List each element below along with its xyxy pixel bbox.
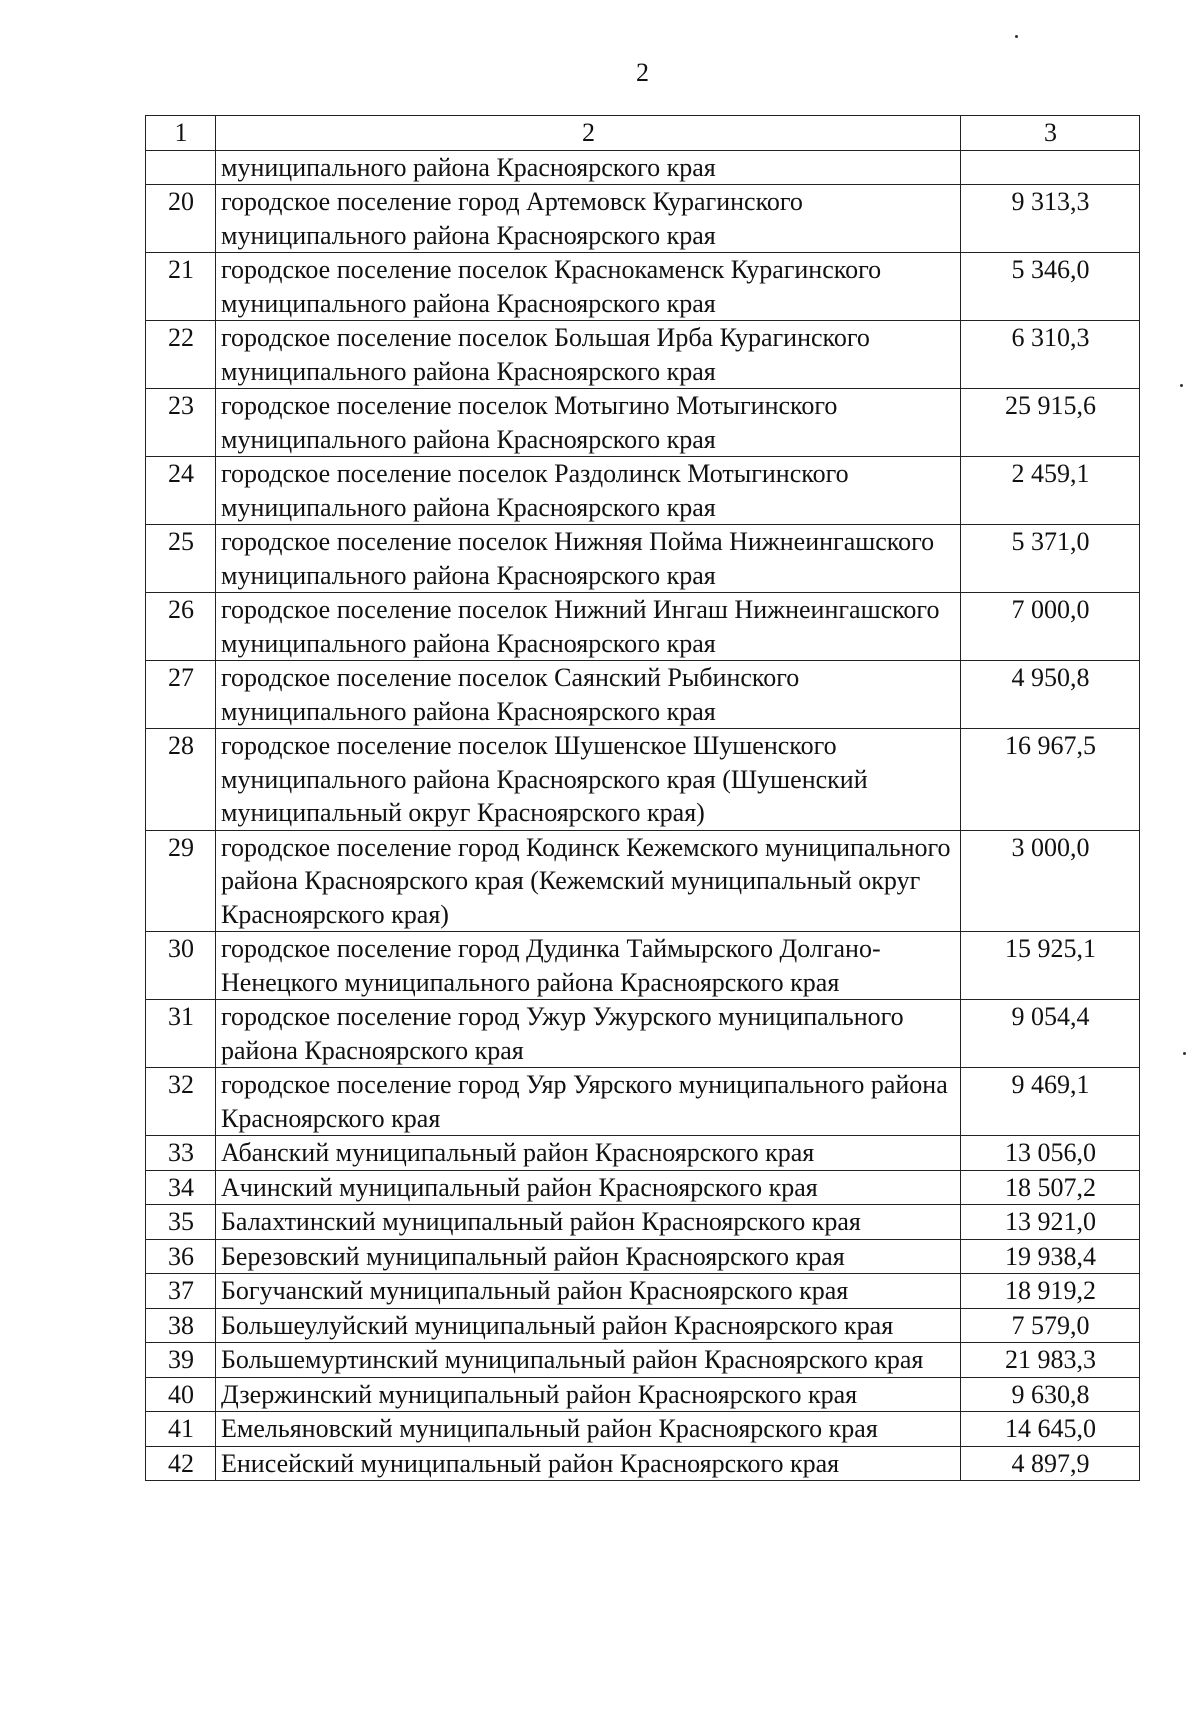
row-number-cell: 34 [146,1170,216,1205]
row-number-cell: 32 [146,1068,216,1136]
row-number-cell: 23 [146,389,216,457]
municipality-name-cell: Богучанский муниципальный район Красноярского края [216,1274,961,1309]
amount-cell: 4 950,8 [961,661,1140,729]
table-row [146,1308,1140,1343]
table-row [146,150,1140,185]
amount-cell: 16 967,5 [961,729,1140,831]
amount-cell: 21 983,3 [961,1343,1140,1378]
amount-cell: 7 579,0 [961,1308,1140,1343]
table-header [146,116,1140,151]
amount-cell: 4 897,9 [961,1446,1140,1481]
column-header-2: 2 [216,116,961,151]
table-row [146,1000,1140,1068]
municipality-name-cell: городское поселение поселок Нижняя Пойма Нижнеингашского муниципального района Красноярского края [216,525,961,593]
table-row [146,389,1140,457]
amount-cell: 3 000,0 [961,830,1140,932]
amount-cell: 7 000,0 [961,593,1140,661]
municipality-name-cell: Емельяновский муниципальный район Красноярского края [216,1412,961,1447]
amount-cell: 9 630,8 [961,1377,1140,1412]
municipality-name-cell: городское поселение поселок Шушенское Шушенского муниципального района Красноярского края (Шушенский муниципальный округ Красноярского края) [216,729,961,831]
scan-mark [1180,384,1183,387]
municipality-name-cell: Ачинский муниципальный район Красноярского края [216,1170,961,1205]
municipality-name-cell: городское поселение поселок Раздолинск Мотыгинского муниципального района Красноярского края [216,457,961,525]
amount-cell: 13 056,0 [961,1136,1140,1171]
table-row [146,1170,1140,1205]
table-row [146,457,1140,525]
amount-cell: 13 921,0 [961,1205,1140,1240]
table-row [146,321,1140,389]
table-row [146,1068,1140,1136]
amount-cell: 2 459,1 [961,457,1140,525]
table-row [146,830,1140,932]
table-row [146,661,1140,729]
row-number-cell: 20 [146,185,216,253]
amount-cell: 18 919,2 [961,1274,1140,1309]
table-row [146,729,1140,831]
row-number-cell: 27 [146,661,216,729]
table-row [146,932,1140,1000]
table-row [146,1446,1140,1481]
municipality-name-cell: городское поселение город Ужур Ужурского муниципального района Красноярского края [216,1000,961,1068]
amount-cell: 14 645,0 [961,1412,1140,1447]
municipality-name-cell: Енисейский муниципальный район Красноярского края [216,1446,961,1481]
page-number: 2 [636,58,649,87]
municipality-name-cell: Березовский муниципальный район Красноярского края [216,1239,961,1274]
municipality-name-cell: городское поселение город Кодинск Кежемского муниципального района Красноярского края (Кежемский муниципальный округ Красноярского края) [216,830,961,932]
row-number-cell: 28 [146,729,216,831]
amount-cell: 9 313,3 [961,185,1140,253]
amount-cell: 6 310,3 [961,321,1140,389]
municipality-name-cell: Дзержинский муниципальный район Красноярского края [216,1377,961,1412]
municipality-name-cell: городское поселение поселок Большая Ирба Курагинского муниципального района Красноярского края [216,321,961,389]
row-number-cell: 21 [146,253,216,321]
municipality-name-cell: городское поселение город Уяр Уярского муниципального района Красноярского края [216,1068,961,1136]
row-number-cell: 24 [146,457,216,525]
amount-cell: 5 371,0 [961,525,1140,593]
amount-cell: 9 054,4 [961,1000,1140,1068]
municipality-name-cell: Абанский муниципальный район Красноярского края [216,1136,961,1171]
table-row [146,525,1140,593]
amount-cell: 25 915,6 [961,389,1140,457]
municipality-name-cell: Большеулуйский муниципальный район Красноярского края [216,1308,961,1343]
municipality-name-cell: городское поселение поселок Саянский Рыбинского муниципального района Красноярского края [216,661,961,729]
municipality-name-cell: городское поселение поселок Краснокаменск Курагинского муниципального района Красноярского края [216,253,961,321]
table-row [146,1412,1140,1447]
table-body [146,150,1140,1481]
table-row [146,1377,1140,1412]
table-row [146,1343,1140,1378]
row-number-cell: 38 [146,1308,216,1343]
row-number-cell: 22 [146,321,216,389]
scan-mark [1015,35,1018,38]
row-number-cell: 31 [146,1000,216,1068]
municipality-name-cell: городское поселение поселок Нижний Ингаш Нижнеингашского муниципального района Красноярского края [216,593,961,661]
row-number-cell: 35 [146,1205,216,1240]
table-row [146,593,1140,661]
row-number-cell: 42 [146,1446,216,1481]
amount-cell: 18 507,2 [961,1170,1140,1205]
row-number-cell: 41 [146,1412,216,1447]
row-number-cell: 33 [146,1136,216,1171]
table-row [146,1136,1140,1171]
municipality-name-cell: Балахтинский муниципальный район Красноярского края [216,1205,961,1240]
amount-cell [961,150,1140,185]
column-header-3: 3 [961,116,1140,151]
row-number-cell: 26 [146,593,216,661]
municipality-name-cell: городское поселение город Дудинка Таймырского Долгано-Ненецкого муниципального района Красноярского края [216,932,961,1000]
row-number-cell: 29 [146,830,216,932]
amount-cell: 19 938,4 [961,1239,1140,1274]
amount-cell: 5 346,0 [961,253,1140,321]
table-row [146,1239,1140,1274]
row-number-cell: 36 [146,1239,216,1274]
amount-cell: 15 925,1 [961,932,1140,1000]
table-row [146,1205,1140,1240]
table-row [146,253,1140,321]
row-number-cell: 37 [146,1274,216,1309]
row-number-cell: 39 [146,1343,216,1378]
amount-cell: 9 469,1 [961,1068,1140,1136]
row-number-cell: 40 [146,1377,216,1412]
municipality-name-cell: городское поселение поселок Мотыгино Мотыгинского муниципального района Красноярского края [216,389,961,457]
row-number-cell [146,150,216,185]
scan-mark [1183,1052,1186,1055]
table-row [146,185,1140,253]
municipality-name-cell: городское поселение город Артемовск Курагинского муниципального района Красноярского края [216,185,961,253]
table-row [146,1274,1140,1309]
allocation-table [145,115,1140,1481]
municipality-name-cell: Большемуртинский муниципальный район Красноярского края [216,1343,961,1378]
header-row [146,116,1140,151]
row-number-cell: 30 [146,932,216,1000]
municipality-name-cell: муниципального района Красноярского края [216,150,961,185]
column-header-1: 1 [146,116,216,151]
row-number-cell: 25 [146,525,216,593]
